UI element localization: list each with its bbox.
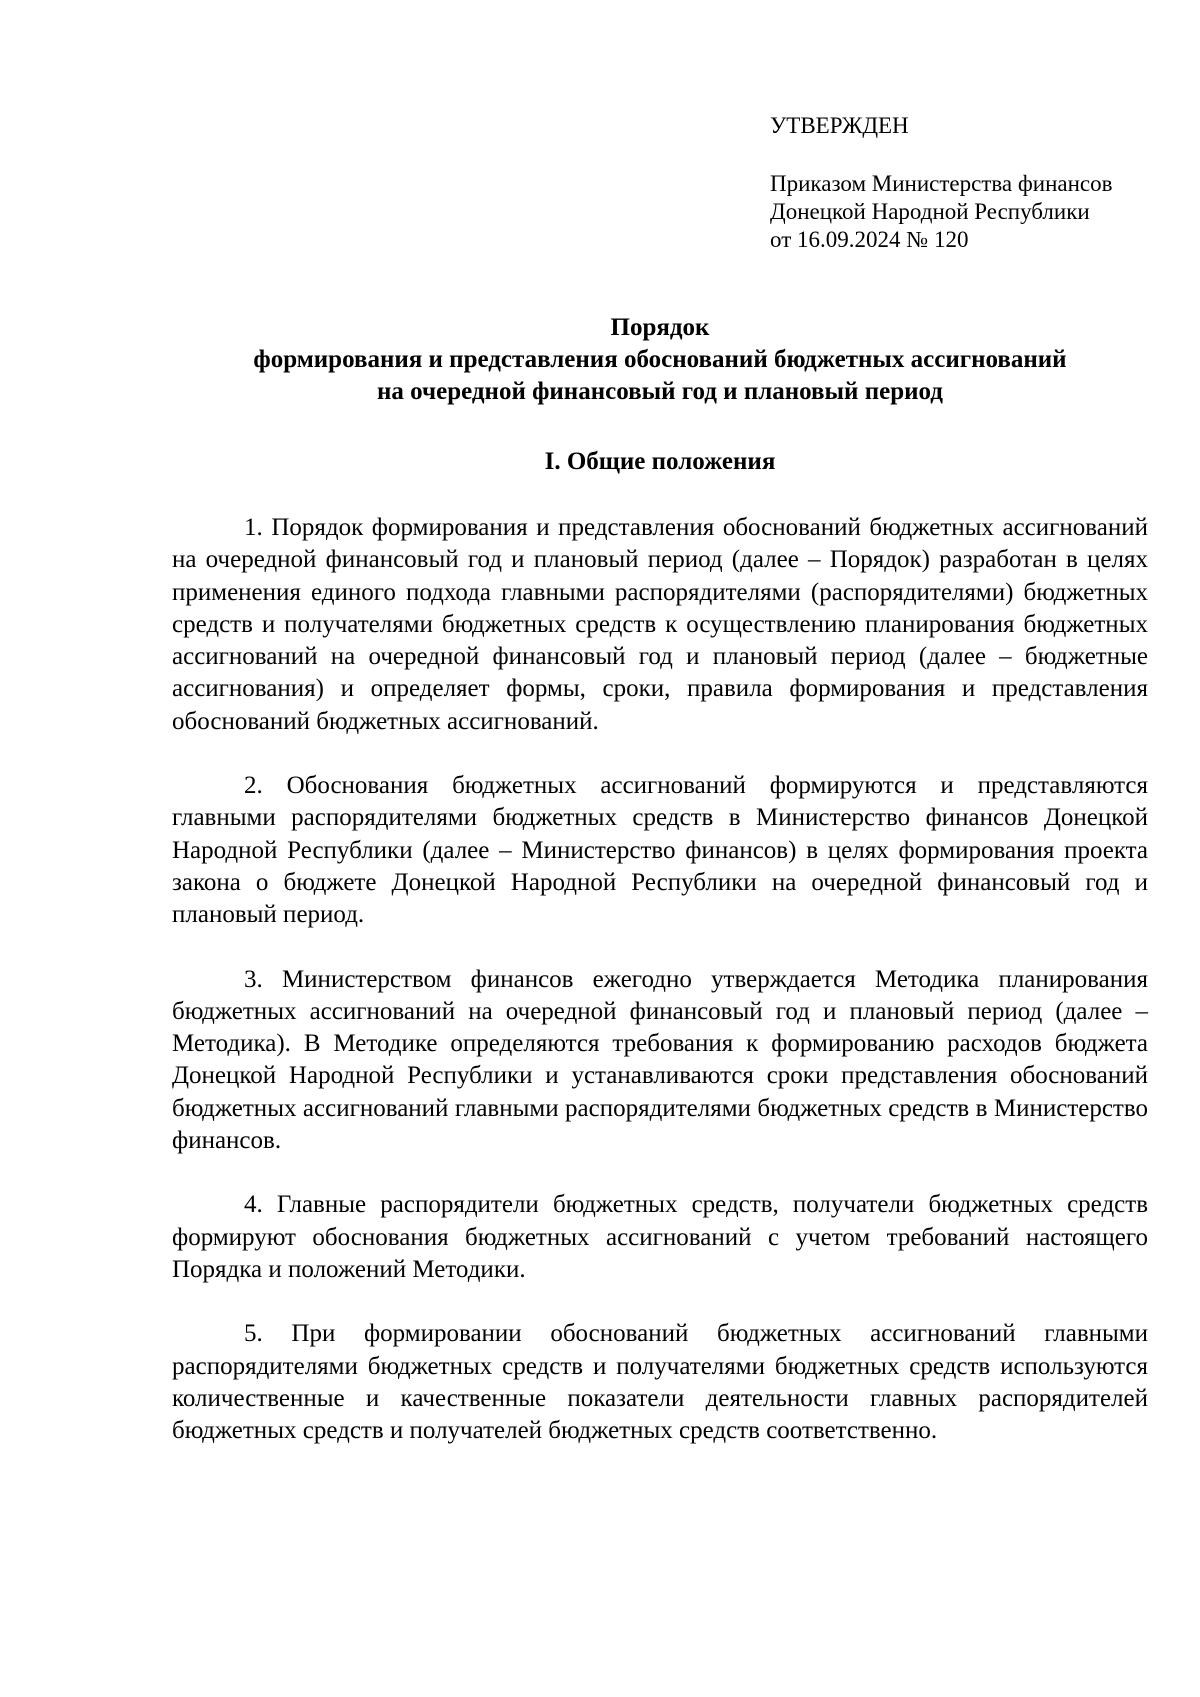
approval-title: УТВЕРЖДЕН bbox=[770, 113, 909, 138]
document-body bbox=[172, 512, 1148, 1479]
paragraph-2: 2. Обоснования бюджетных ассигнований формируются и представляются главными распорядителями бюджетных средств в Министерство финансов Донецкой Народной Республики (далее – Министерство финансов) в целях формирования проекта закона о бюджете Донецкой Народной Республики на очередной финансовый год и плановый период. bbox=[172, 772, 1148, 929]
document-title-line-2: формирования и представления обоснований бюджетных ассигнований bbox=[253, 346, 1067, 373]
document-title-line-3: на очередной финансовый год и плановый период bbox=[377, 378, 943, 405]
paragraph-1: 1. Порядок формирования и представления обоснований бюджетных ассигнований на очередной финансовый год и плановый период (далее – Порядок) разработан в целях применения единого подхода главными распорядителями (распорядителями) бюджетных средств и получателями бюджетных средств к осуществлению планирования бюджетных ассигнований на очередной финансовый год и плановый период (далее – бюджетные ассигнования) и определяет формы, сроки, правила формирования и представления обоснований бюджетных ассигнований. bbox=[172, 514, 1148, 735]
paragraph-5: 5. При формировании обоснований бюджетных ассигнований главными распорядителями бюджетных средств и получателями бюджетных средств используются количественные и качественные показатели деятельности главных распорядителей бюджетных средств и получателей бюджетных средств соответственно. bbox=[172, 1320, 1148, 1445]
approval-stamp bbox=[770, 112, 1170, 254]
approval-republic-line: Донецкой Народной Республики bbox=[770, 199, 1090, 224]
paragraph-3: 3. Министерством финансов ежегодно утверждается Методика планирования бюджетных ассигнований на очередной финансовый год и плановый период (далее – Методика). В Методике определяются требования к формированию расходов бюджета Донецкой Народной Республики и устанавливаются сроки представления обоснований бюджетных ассигнований главными распорядителями бюджетных средств в Министерство финансов. bbox=[172, 965, 1148, 1155]
approval-date-number-line: от 16.09.2024 № 120 bbox=[770, 227, 969, 252]
document-title bbox=[172, 312, 1148, 408]
section-heading: I. Общие положения bbox=[544, 448, 776, 475]
paragraph-4: 4. Главные распорядители бюджетных средств, получатели бюджетных средств формируют обоснования бюджетных ассигнований с учетом требований настоящего Порядка и положений Методики. bbox=[172, 1191, 1148, 1283]
approval-order-line: Приказом Министерства финансов bbox=[770, 171, 1113, 196]
document-title-line-1: Порядок bbox=[610, 314, 710, 341]
